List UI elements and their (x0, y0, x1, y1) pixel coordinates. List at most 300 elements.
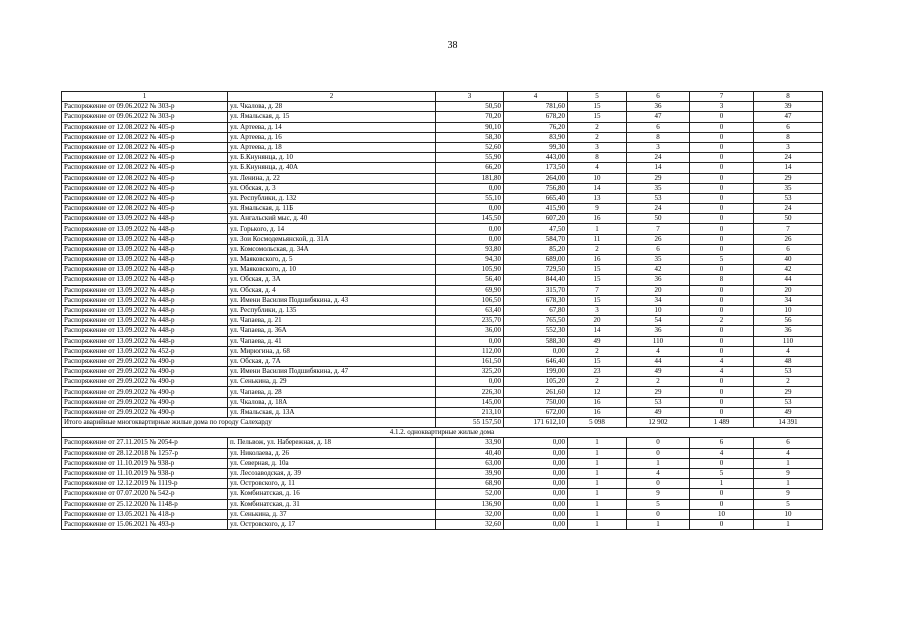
table-cell: ул. Николаева, д. 26 (228, 448, 436, 458)
table-cell: 66,20 (436, 163, 504, 173)
table-cell: 0 (690, 407, 754, 417)
table-cell: 15 (568, 265, 627, 275)
table-cell: 110 (754, 336, 823, 346)
table-cell: 52,60 (436, 142, 504, 152)
table-cell: Распоряжение от 12.08.2022 № 405-р (62, 173, 228, 183)
table-cell: 106,50 (436, 295, 504, 305)
table-cell: ул. Республики, д. 132 (228, 193, 436, 203)
table-cell: 7 (627, 224, 690, 234)
table-row (62, 479, 823, 489)
table-cell: 10 (754, 305, 823, 315)
table-cell: 16 (568, 407, 627, 417)
table-cell: 0 (627, 509, 690, 519)
table-row (62, 448, 823, 458)
table-cell: 1 (627, 458, 690, 468)
header-cell: 6 (627, 92, 690, 102)
header-row (62, 92, 823, 102)
table-row (62, 468, 823, 478)
table-cell: Распоряжение от 13.09.2022 № 448-р (62, 316, 228, 326)
table-cell: 48 (754, 356, 823, 366)
table-cell: 93,80 (436, 244, 504, 254)
total-value: 5 098 (568, 418, 627, 428)
table-cell: 32,00 (436, 509, 504, 519)
table-cell: 0 (690, 397, 754, 407)
table-cell: 0,00 (436, 224, 504, 234)
table-cell: 23 (568, 367, 627, 377)
table-cell: 55,90 (436, 153, 504, 163)
table-cell: Распоряжение от 29.09.2022 № 490-р (62, 367, 228, 377)
table-cell: ул. Островского, д. 17 (228, 519, 436, 529)
table-cell: 213,10 (436, 407, 504, 417)
table-cell: 2 (690, 316, 754, 326)
table-cell: 1 (627, 519, 690, 529)
table-cell: 0 (690, 519, 754, 529)
table-row (62, 204, 823, 214)
table-cell: 68,90 (436, 479, 504, 489)
table-cell: 50,50 (436, 102, 504, 112)
table-cell: 36 (627, 275, 690, 285)
table-cell: 0 (627, 448, 690, 458)
header-cell: 5 (568, 92, 627, 102)
table-cell: ул. Обская, д. 7А (228, 356, 436, 366)
table-cell: 0 (690, 173, 754, 183)
table-cell: 0 (690, 265, 754, 275)
table-row (62, 438, 823, 448)
total-value: 171 612,10 (504, 418, 568, 428)
table-cell: ул. Горького, д. 14 (228, 224, 436, 234)
table-cell: 1 (754, 458, 823, 468)
table-cell: Распоряжение от 29.09.2022 № 490-р (62, 407, 228, 417)
table-row (62, 377, 823, 387)
table-cell: 5 (690, 468, 754, 478)
table-cell: 0 (690, 193, 754, 203)
table-cell: 94,30 (436, 255, 504, 265)
table-cell: ул. Чкалова, д. 18А (228, 397, 436, 407)
table-cell: Распоряжение от 13.09.2022 № 448-р (62, 326, 228, 336)
table-cell: ул. Северная, д. 10а (228, 458, 436, 468)
table-cell: 10 (568, 173, 627, 183)
table-cell: 58,30 (436, 132, 504, 142)
table-row (62, 153, 823, 163)
table-cell: 0 (690, 214, 754, 224)
table-cell: ул. Сенькина, д. 29 (228, 377, 436, 387)
table-cell: 63,00 (436, 458, 504, 468)
table-cell: ул. Чапаева, д. 41 (228, 336, 436, 346)
table-cell: 29 (754, 387, 823, 397)
table-cell: 4 (568, 163, 627, 173)
table-cell: ул. Комбинатская, д. 31 (228, 499, 436, 509)
section-row (62, 428, 823, 438)
table-cell: 0,00 (436, 183, 504, 193)
table-cell: 53 (754, 193, 823, 203)
table-cell: 226,30 (436, 387, 504, 397)
table-cell: 70,20 (436, 112, 504, 122)
table-cell: 1 (690, 479, 754, 489)
table-row (62, 193, 823, 203)
header-cell: 8 (754, 92, 823, 102)
table-row (62, 224, 823, 234)
table-cell: 110 (627, 336, 690, 346)
table-cell: 588,30 (504, 336, 568, 346)
table-cell: 2 (627, 377, 690, 387)
table-cell: Распоряжение от 12.08.2022 № 405-р (62, 204, 228, 214)
table-cell: ул. Маяковского, д. 10 (228, 265, 436, 275)
table-cell: 16 (568, 214, 627, 224)
header-cell: 3 (436, 92, 504, 102)
table-cell: 49 (754, 407, 823, 417)
table-cell: 99,30 (504, 142, 568, 152)
table-cell: 29 (754, 173, 823, 183)
table-cell: 12 (568, 387, 627, 397)
table-cell: 1 (568, 499, 627, 509)
table-row (62, 102, 823, 112)
table-cell: ул. Б.Кнунянца, д. 10 (228, 153, 436, 163)
table-cell: ул. Комбинатская, д. 16 (228, 489, 436, 499)
table-cell: Распоряжение от 13.09.2022 № 448-р (62, 234, 228, 244)
table-cell: 15 (568, 295, 627, 305)
table-row (62, 183, 823, 193)
table-cell: ул. Маяковского, д. 5 (228, 255, 436, 265)
table-cell: 8 (690, 275, 754, 285)
table-cell: 315,70 (504, 285, 568, 295)
table-cell: 15 (568, 356, 627, 366)
table-cell: 42 (754, 265, 823, 275)
table-cell: 85,20 (504, 244, 568, 254)
table-cell: 15 (568, 112, 627, 122)
table-cell: Распоряжение от 11.10.2019 № 938-р (62, 458, 228, 468)
table-cell: 36 (627, 326, 690, 336)
table-cell: Распоряжение от 13.09.2022 № 448-р (62, 336, 228, 346)
table-cell: 83,90 (504, 132, 568, 142)
table-cell: 0,00 (436, 336, 504, 346)
table-cell: 44 (627, 356, 690, 366)
table-cell: 145,00 (436, 397, 504, 407)
table-cell: 678,20 (504, 112, 568, 122)
table-cell: 76,20 (504, 122, 568, 132)
table-cell: 136,90 (436, 499, 504, 509)
table-cell: 7 (568, 285, 627, 295)
table-row (62, 407, 823, 417)
table-cell: Распоряжение от 13.05.2021 № 418-р (62, 509, 228, 519)
table-cell: 6 (627, 244, 690, 254)
table-cell: 3 (627, 142, 690, 152)
table-cell: 750,00 (504, 397, 568, 407)
table-cell: 3 (568, 142, 627, 152)
table-cell: 20 (568, 316, 627, 326)
table-cell: 0,00 (436, 234, 504, 244)
table-row (62, 255, 823, 265)
table-cell: 0,00 (504, 438, 568, 448)
table-cell: 8 (754, 132, 823, 142)
table-cell: 584,70 (504, 234, 568, 244)
table-row (62, 326, 823, 336)
table-cell: 3 (568, 305, 627, 315)
table-cell: 39 (754, 102, 823, 112)
table-cell: 90,10 (436, 122, 504, 132)
table-cell: 0 (690, 336, 754, 346)
table-cell: 0 (690, 295, 754, 305)
table-cell: 1 (568, 519, 627, 529)
table-cell: 6 (627, 122, 690, 132)
table-cell: 53 (754, 397, 823, 407)
table-cell: 53 (627, 193, 690, 203)
table-cell: 1 (568, 479, 627, 489)
table-cell: 44 (754, 275, 823, 285)
table-cell: 52,00 (436, 489, 504, 499)
table-cell: ул. Островского, д. 11 (228, 479, 436, 489)
table-cell: 729,50 (504, 265, 568, 275)
table-cell: 0 (627, 438, 690, 448)
table-cell: 0 (690, 489, 754, 499)
table-cell: Распоряжение от 13.09.2022 № 452-р (62, 346, 228, 356)
table-cell: 24 (754, 204, 823, 214)
table-cell: Распоряжение от 12.08.2022 № 405-р (62, 142, 228, 152)
table-cell: 0 (690, 305, 754, 315)
table-cell: 10 (754, 509, 823, 519)
table-cell: 0,00 (436, 204, 504, 214)
table-row (62, 316, 823, 326)
total-value: 55 157,50 (436, 418, 504, 428)
table-cell: 40,40 (436, 448, 504, 458)
table-cell: 49 (627, 407, 690, 417)
table-cell: 9 (627, 489, 690, 499)
table-cell: Распоряжение от 13.09.2022 № 448-р (62, 305, 228, 315)
table-cell: ул. Имени Василия Подшибякина, д. 43 (228, 295, 436, 305)
table-cell: ул. Сенькина, д. 37 (228, 509, 436, 519)
table-cell: 53 (754, 367, 823, 377)
table-cell: 49 (568, 336, 627, 346)
table-cell: 0,00 (504, 509, 568, 519)
table-cell: ул. Артеева, д. 18 (228, 142, 436, 152)
table-cell: Распоряжение от 13.09.2022 № 448-р (62, 285, 228, 295)
table-cell: 33,90 (436, 438, 504, 448)
table-cell: ул. Чкалова, д. 28 (228, 102, 436, 112)
table-cell: 11 (568, 234, 627, 244)
table-cell: ул. Б.Кнунянца, д. 40А (228, 163, 436, 173)
table-cell: 0,00 (504, 499, 568, 509)
table-cell: 67,80 (504, 305, 568, 315)
table-cell: 0 (690, 122, 754, 132)
table-cell: 0,00 (504, 458, 568, 468)
table-cell: Распоряжение от 12.12.2019 № 1119-р (62, 479, 228, 489)
table-cell: 646,40 (504, 356, 568, 366)
table-row (62, 519, 823, 529)
table-cell: 4 (627, 346, 690, 356)
table-cell: 844,40 (504, 275, 568, 285)
table-cell: 0 (690, 132, 754, 142)
table-cell: 1 (754, 519, 823, 529)
table-cell: 40 (754, 255, 823, 265)
table-row (62, 387, 823, 397)
table-cell: 4 (627, 468, 690, 478)
table-cell: 7 (754, 224, 823, 234)
table-cell: 53 (627, 397, 690, 407)
table-cell: Распоряжение от 15.06.2021 № 493-р (62, 519, 228, 529)
table-cell: 0 (690, 163, 754, 173)
table-cell: 0 (690, 458, 754, 468)
table-cell: ул. Чапаева, д. 36А (228, 326, 436, 336)
table-cell: 6 (690, 438, 754, 448)
table-cell: 6 (754, 122, 823, 132)
table-cell: 9 (754, 489, 823, 499)
table-cell: 607,20 (504, 214, 568, 224)
table-cell: ул. Имени Василия Подшибякина, д. 47 (228, 367, 436, 377)
register-table (61, 91, 823, 530)
total-value: 1 489 (690, 418, 754, 428)
table-cell: 56 (754, 316, 823, 326)
table-cell: 39,90 (436, 468, 504, 478)
table-cell: Распоряжение от 12.08.2022 № 405-р (62, 163, 228, 173)
table-cell: 0 (690, 387, 754, 397)
table-cell: 4 (690, 356, 754, 366)
table-row (62, 295, 823, 305)
table-cell: 2 (568, 377, 627, 387)
table-cell: 0,00 (504, 468, 568, 478)
table-cell: 47 (754, 112, 823, 122)
table-cell: 443,00 (504, 153, 568, 163)
table-cell: ул. Мирюгина, д. 68 (228, 346, 436, 356)
table-row (62, 234, 823, 244)
table-cell: 261,60 (504, 387, 568, 397)
table-cell: ул. Ямальская, д. 13А (228, 407, 436, 417)
table-cell: 1 (568, 489, 627, 499)
table-row (62, 397, 823, 407)
table-cell: 16 (568, 255, 627, 265)
total-value: 12 902 (627, 418, 690, 428)
table-cell: 0,00 (504, 489, 568, 499)
table-cell: 0 (690, 326, 754, 336)
table-cell: 678,30 (504, 295, 568, 305)
table-cell: 235,70 (436, 316, 504, 326)
table-cell: 0 (690, 285, 754, 295)
table-cell: 112,00 (436, 346, 504, 356)
table-row (62, 275, 823, 285)
table-cell: ул. Чапаева, д. 21 (228, 316, 436, 326)
table-cell: 0,00 (504, 346, 568, 356)
table-cell: 56,40 (436, 275, 504, 285)
table-cell: ул. Зои Космодемьянской, д. 31А (228, 234, 436, 244)
section-title: 4.1.2. одноквартирные жилые дома (62, 428, 823, 438)
table-cell: 35 (627, 183, 690, 193)
total-value: 14 391 (754, 418, 823, 428)
table-cell: 24 (754, 153, 823, 163)
table-cell: Распоряжение от 09.06.2022 № 303-р (62, 112, 228, 122)
table-cell: 36 (627, 102, 690, 112)
table-cell: 24 (627, 204, 690, 214)
table-cell: Распоряжение от 11.10.2019 № 938-р (62, 468, 228, 478)
table-cell: Распоряжение от 13.09.2022 № 448-р (62, 244, 228, 254)
table-cell: 0 (690, 142, 754, 152)
table-cell: 672,00 (504, 407, 568, 417)
page-number: 38 (447, 40, 458, 51)
table-cell: 54 (627, 316, 690, 326)
table-cell: ул. Ямальская, д. 15 (228, 112, 436, 122)
table-cell: 13 (568, 193, 627, 203)
table-cell: Распоряжение от 12.08.2022 № 405-р (62, 183, 228, 193)
table-row (62, 356, 823, 366)
table-cell: 29 (627, 387, 690, 397)
table-cell: 689,00 (504, 255, 568, 265)
table-row (62, 336, 823, 346)
table-cell: Распоряжение от 13.09.2022 № 448-р (62, 265, 228, 275)
table-cell: 1 (568, 509, 627, 519)
table-cell: 1 (754, 479, 823, 489)
table-cell: 10 (690, 509, 754, 519)
table-cell: 1 (568, 438, 627, 448)
table-cell: 15 (568, 275, 627, 285)
table-cell: 1 (568, 458, 627, 468)
table-cell: 34 (754, 295, 823, 305)
table-cell: 0 (690, 224, 754, 234)
table-cell: 4 (754, 448, 823, 458)
table-cell: 181,80 (436, 173, 504, 183)
table-cell: 0 (690, 499, 754, 509)
table-cell: Распоряжение от 13.09.2022 № 448-р (62, 275, 228, 285)
table-cell: 1 (568, 224, 627, 234)
table-cell: Распоряжение от 29.09.2022 № 490-р (62, 377, 228, 387)
table-cell: ул. Республики, д. 135 (228, 305, 436, 315)
table-cell: 10 (627, 305, 690, 315)
table-cell: Распоряжение от 25.12.2020 № 1148-р (62, 499, 228, 509)
table-cell: 9 (568, 204, 627, 214)
table-cell: 781,60 (504, 102, 568, 112)
table-cell: 765,50 (504, 316, 568, 326)
table-cell: 552,30 (504, 326, 568, 336)
table-cell: Распоряжение от 12.08.2022 № 405-р (62, 132, 228, 142)
table-cell: 8 (627, 132, 690, 142)
table-cell: 161,50 (436, 356, 504, 366)
table-cell: 20 (627, 285, 690, 295)
table-cell: ул. Артеева, д. 16 (228, 132, 436, 142)
table-cell: 0 (690, 377, 754, 387)
table-cell: 2 (568, 346, 627, 356)
table-cell: ул. Чапаева, д. 28 (228, 387, 436, 397)
table-cell: Распоряжение от 28.12.2018 № 1257-р (62, 448, 228, 458)
table-cell: 105,20 (504, 377, 568, 387)
table-cell: ул. Обская, д. 4 (228, 285, 436, 295)
table-cell: 2 (568, 132, 627, 142)
table-row (62, 122, 823, 132)
table-row (62, 489, 823, 499)
table-cell: 0 (690, 204, 754, 214)
table-cell: 0 (690, 112, 754, 122)
table-cell: 2 (568, 122, 627, 132)
table-cell: 49 (627, 367, 690, 377)
table-cell: Распоряжение от 12.08.2022 № 405-р (62, 153, 228, 163)
table-cell: Распоряжение от 09.06.2022 № 303-р (62, 102, 228, 112)
table-cell: 14 (754, 163, 823, 173)
table-row (62, 305, 823, 315)
table-cell: 0,00 (504, 519, 568, 529)
table-cell: 665,40 (504, 193, 568, 203)
table-cell: 0 (627, 479, 690, 489)
table-cell: 34 (627, 295, 690, 305)
table-cell: 14 (568, 326, 627, 336)
table-cell: 2 (754, 377, 823, 387)
table-cell: Распоряжение от 12.08.2022 № 405-р (62, 193, 228, 203)
table-cell: 2 (568, 244, 627, 254)
table-cell: 145,50 (436, 214, 504, 224)
table-cell: 0 (690, 153, 754, 163)
header-cell: 1 (62, 92, 228, 102)
table-cell: ул. Ямальская, д. 11Б (228, 204, 436, 214)
table-row (62, 163, 823, 173)
header-cell: 4 (504, 92, 568, 102)
table-cell: Распоряжение от 12.08.2022 № 405-р (62, 122, 228, 132)
table-row (62, 509, 823, 519)
table-row (62, 214, 823, 224)
table-cell: 8 (568, 153, 627, 163)
